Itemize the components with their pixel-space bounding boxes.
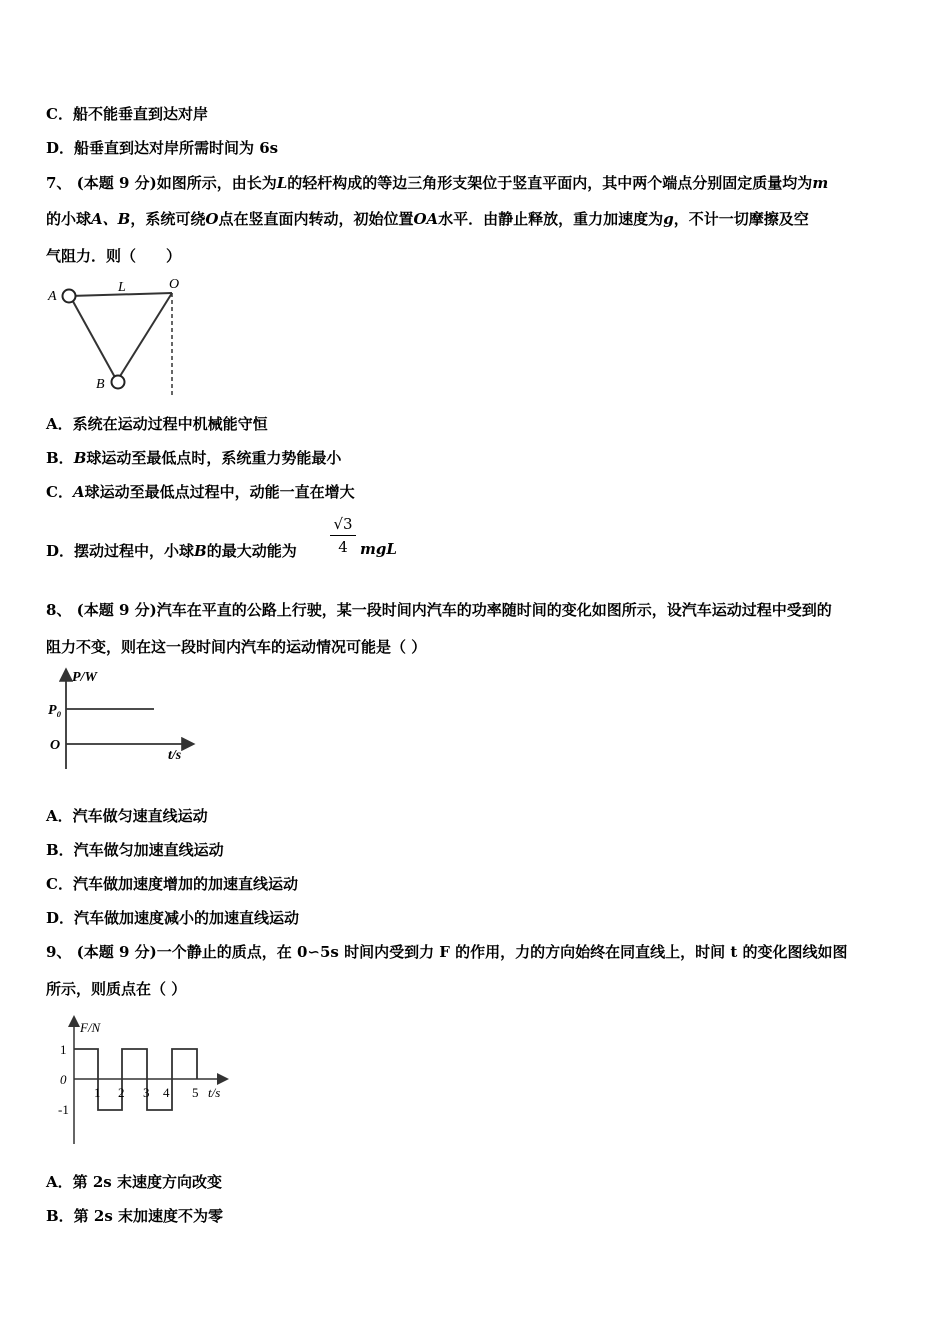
rod-ab [70,296,117,381]
q7-triangle-figure [44,276,194,398]
q7-stem-line3: 气阻力．则（ ） [46,247,182,265]
tick-x-3: 3 [143,1085,150,1100]
q8-option-c: C．汽车做加速度增加的加速直线运动 [46,875,298,893]
tick-x-4: 4 [163,1085,170,1100]
q7-fraction [330,515,356,556]
q6-option-c: C．船不能垂直到达对岸 [46,105,208,123]
q9-force-time-graph [48,1012,238,1150]
y-axis-label: F/N [80,1020,101,1035]
ball-a [63,290,76,303]
y-axis-label: P/W [72,670,97,685]
tick-y-0: 0 [60,1072,67,1087]
q9-option-a: A．第 2s 末速度方向改变 [46,1173,222,1191]
q7-option-b: B．B球运动至最低点时，系统重力势能最小 [46,449,342,467]
label-l: L [118,280,126,295]
fraction-denominator: 4 [338,538,348,556]
q7-option-d: D．摆动过程中，小球B的最大动能为 [46,542,297,560]
q8-option-a: A．汽车做匀速直线运动 [46,807,208,825]
p0-label: P₀ [48,703,62,718]
origin-label: O [50,738,61,753]
ball-b [112,376,125,389]
x-axis-label: t/s [208,1085,221,1100]
q8-power-time-graph [44,665,204,775]
label-o: O [169,277,180,292]
q7-option-d-unit: mgL [360,540,397,558]
label-b: B [96,377,105,392]
rod-ob [117,293,172,381]
q9-stem-line1: 9、 (本题 9 分)一个静止的质点，在 0∽5s 时间内受到力 F 的作用，力的方向始终在同直线上，时间 t 的变化图线如图 [46,943,848,961]
tick-x-2: 2 [118,1085,125,1100]
q8-stem-line2: 阻力不变，则在这一段时间内汽车的运动情况可能是（ ） [46,638,427,656]
label-a: A [48,289,57,304]
x-axis-label: t/s [168,748,182,763]
q8-stem-line1: 8、 (本题 9 分)汽车在平直的公路上行驶，某一段时间内汽车的功率随时间的变化如图所示，设汽车运动过程中受到的 [46,601,832,619]
q7-stem-line2: 的小球A、B，系统可绕O点在竖直面内转动，初始位置OA水平．由静止释放，重力加速度为g，不计一切摩擦及空 [46,210,809,228]
tick-x-5: 5 [192,1085,199,1100]
q9-option-b: B．第 2s 末加速度不为零 [46,1207,224,1225]
tick-x-1: 1 [94,1085,101,1100]
q8-option-b: B．汽车做匀加速直线运动 [46,841,224,859]
q6-option-d: D．船垂直到达对岸所需时间为 6s [46,139,279,157]
q8-option-d: D．汽车做加速度减小的加速直线运动 [46,909,300,927]
q7-stem-line1: 7、 (本题 9 分)如图所示，由长为L的轻杆构成的等边三角形支架位于竖直平面内，其中两个端点分别固定质量均为m [46,174,829,192]
tick-y-minus1: -1 [58,1102,69,1117]
q7-option-c: C．A球运动至最低点过程中，动能一直在增大 [46,483,355,501]
q9-stem-line2: 所示，则质点在（ ） [46,980,187,998]
fraction-numerator: √3 [330,515,356,536]
q7-option-a: A．系统在运动过程中机械能守恒 [46,415,268,433]
tick-y-1: 1 [60,1042,67,1057]
